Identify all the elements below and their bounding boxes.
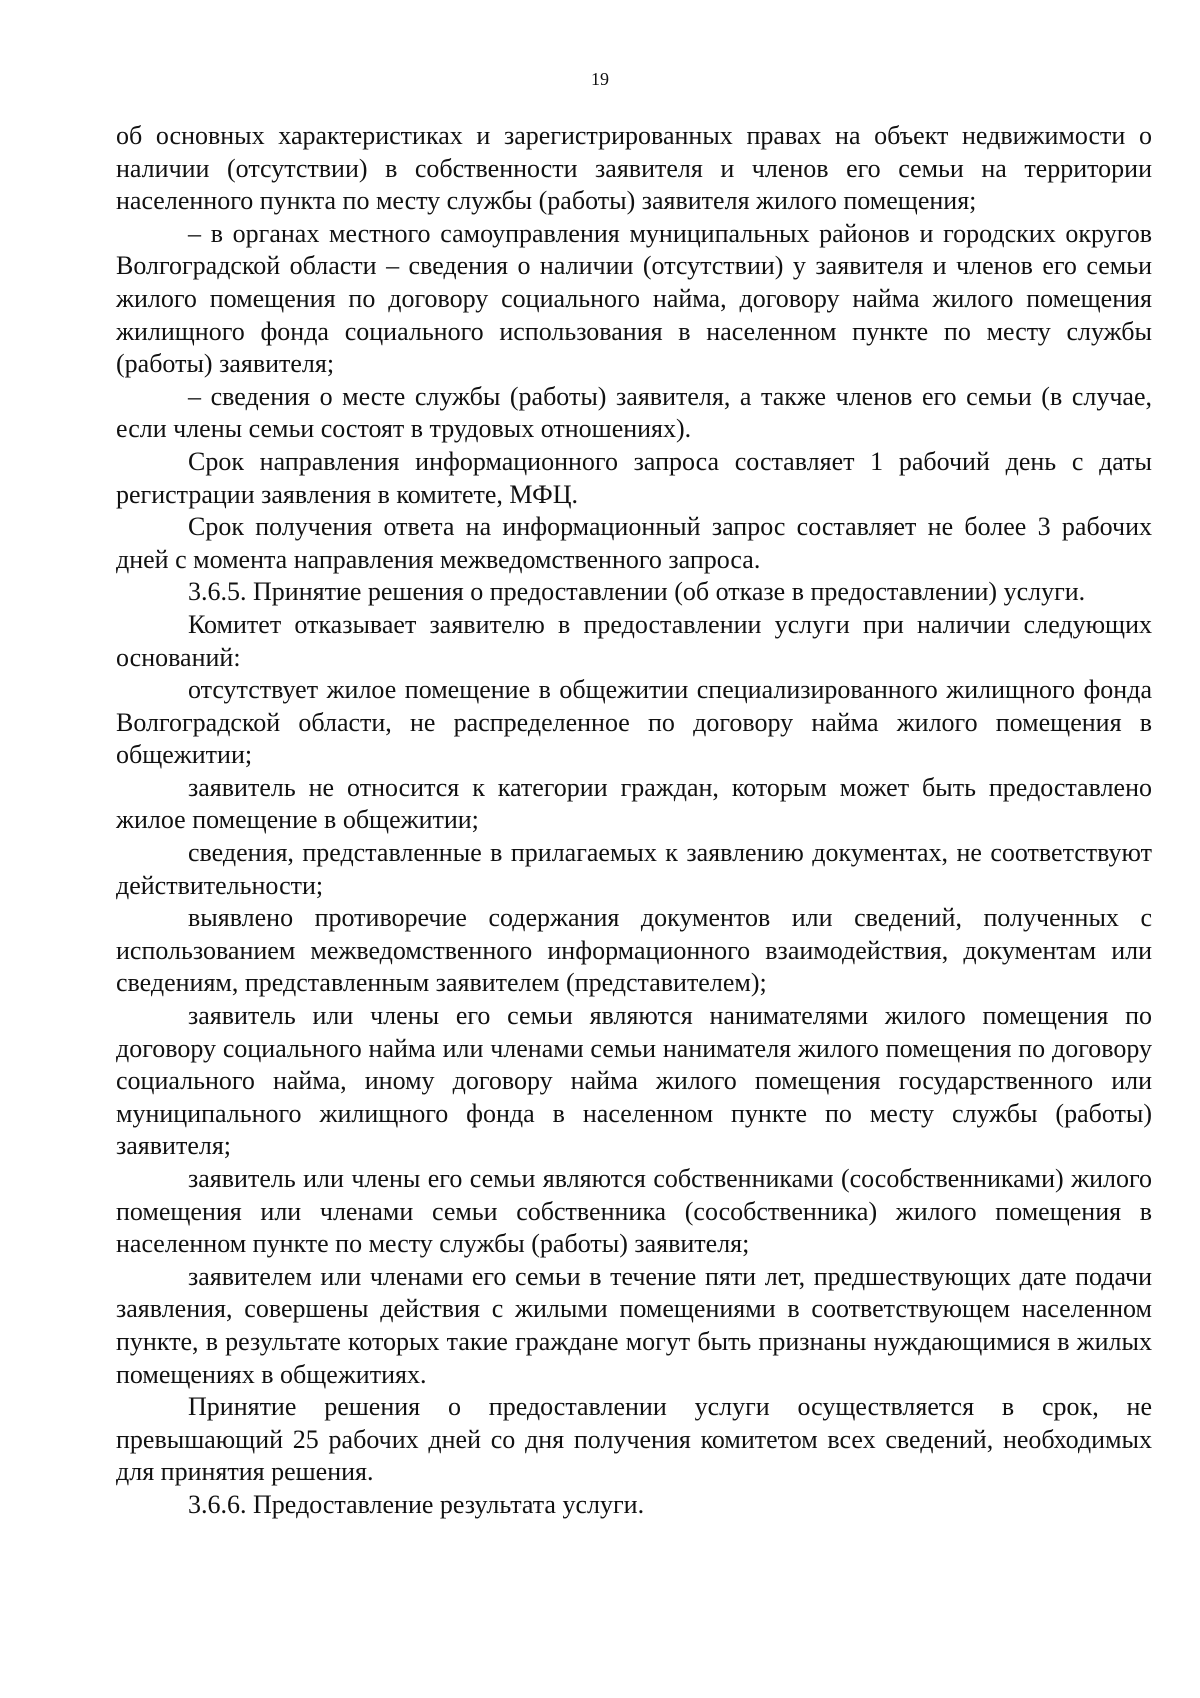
section-heading-3-6-5: 3.6.5. Принятие решения о предоставлении (об отказе в предоставлении) услуги. — [188, 577, 1086, 607]
refusal-ground-tenants: заявитель или члены его семьи являются нанимателями жилого помещения по договору социального найма или членами семьи нанимателя жилого помещения по договору социального найма, иному договору найма жилого помещения государственного или муниципального жилищного фонда в населенном пункте по месту службы (работы) заявителя; — [116, 1001, 1152, 1161]
paragraph-decision-deadline: Принятие решения о предоставлении услуги осуществляется в срок, не превышающий 25 рабочих дней со дня получения комитетом всех сведений, необходимых для принятия решения. — [116, 1392, 1152, 1487]
page-number: 19 — [591, 69, 609, 89]
paragraph-continuation: об основных характеристиках и зарегистрированных правах на объект недвижимости о наличии (отсутствии) в собственности заявителя и членов его семьи на территории населенного пункта по месту службы (работы) заявителя жилого помещения; — [116, 121, 1152, 216]
refusal-ground-false-info: сведения, представленные в прилагаемых к заявлению документах, не соответствуют действительности; — [116, 838, 1152, 900]
document-body — [116, 120, 1152, 1522]
refusal-ground-owners: заявитель или члены его семьи являются собственниками (сособственниками) жилого помещения или членами семьи собственника (сособственника) жилого помещения в населенном пункте по месту службы (работы) заявителя; — [116, 1164, 1152, 1259]
refusal-ground-housing-actions: заявителем или членами его семьи в течение пяти лет, предшествующих дате подачи заявления, совершены действия с жилыми помещениями в соответствующем населенном пункте, в результате которых такие граждане могут быть признаны нуждающимися в жилых помещениях в общежитиях. — [116, 1261, 1152, 1389]
refusal-ground-category: заявитель не относится к категории граждан, которым может быть предоставлено жилое помещение в общежитии; — [116, 772, 1152, 835]
paragraph-local-authorities-request: – в органах местного самоуправления муниципальных районов и городских округов Волгоградской области – сведения о наличии (отсутствии) у заявителя и членов его семьи жилого помещения по договору социального найма, договору найма жилого помещения жилищного фонда социального использования в населенном пункте по месту службы (работы) заявителя; — [116, 218, 1152, 379]
refusal-ground-contradiction: выявлено противоречие содержания документов или сведений, полученных с использованием межведомственного информационного взаимодействия, документам или сведениям, представленным заявителем (представителем); — [116, 903, 1152, 998]
paragraph-place-of-service-info: – сведения о месте службы (работы) заявителя, а также членов его семьи (в случае, если члены семьи состоят в трудовых отношениях). — [116, 381, 1152, 444]
paragraph-response-deadline: Срок получения ответа на информационный запрос составляет не более 3 рабочих дней с момента направления межведомственного запроса. — [116, 512, 1152, 574]
section-heading-3-6-6: 3.6.6. Предоставление результата услуги. — [188, 1489, 645, 1519]
paragraph-request-deadline: Срок направления информационного запроса составляет 1 рабочий день с даты регистрации заявления в комитете, МФЦ. — [116, 446, 1152, 509]
paragraph-refusal-intro: Комитет отказывает заявителю в предоставлении услуги при наличии следующих оснований: — [116, 609, 1152, 672]
refusal-ground-no-housing: отсутствует жилое помещение в общежитии специализированного жилищного фонда Волгоградской области, не распределенное по договору найма жилого помещения в общежитии; — [116, 675, 1152, 770]
